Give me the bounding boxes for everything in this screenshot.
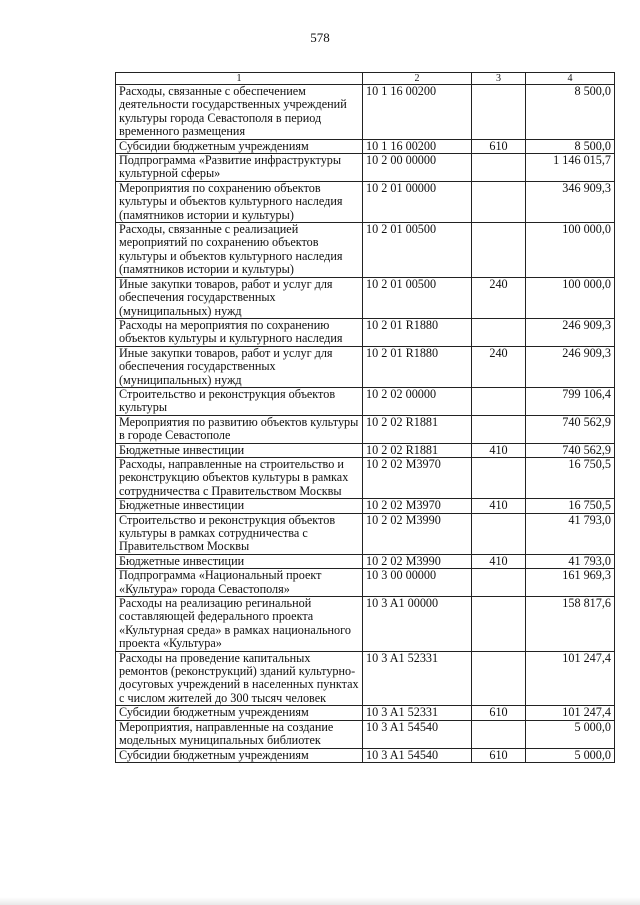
row-expense-type-cell	[472, 318, 526, 346]
row-expense-type-cell: 610	[472, 748, 526, 762]
table-row	[116, 139, 615, 153]
row-name-cell: Расходы, связанные с обеспечением деятельности государственных учреждений культуры города Севастополя в период временного размещения	[116, 85, 363, 140]
row-code-cell: 10 2 01 00500	[363, 277, 472, 318]
row-name-cell: Расходы, связанные с реализацией мероприятий по сохранению объектов культуры и объектов культурного наследия (памятников истории и культуры)	[116, 223, 363, 278]
row-name-cell: Иные закупки товаров, работ и услуг для обеспечения государственных (муниципальных) нужд	[116, 277, 363, 318]
table-row	[116, 154, 615, 182]
row-code-cell: 10 2 01 00500	[363, 223, 472, 278]
row-name-cell: Мероприятия по сохранению объектов культуры и объектов культурного наследия (памятников истории и культуры)	[116, 181, 363, 222]
row-amount-cell: 1 146 015,7	[526, 154, 615, 182]
row-amount-cell: 101 247,4	[526, 651, 615, 706]
row-amount-cell: 799 106,4	[526, 387, 615, 415]
row-expense-type-cell	[472, 181, 526, 222]
table-row	[116, 569, 615, 597]
row-expense-type-cell: 240	[472, 277, 526, 318]
row-code-cell: 10 2 02 00000	[363, 387, 472, 415]
row-amount-cell: 246 909,3	[526, 346, 615, 387]
row-amount-cell: 161 969,3	[526, 569, 615, 597]
row-code-cell: 10 3 A1 54540	[363, 748, 472, 762]
row-name-cell: Иные закупки товаров, работ и услуг для обеспечения государственных (муниципальных) нужд	[116, 346, 363, 387]
table-row	[116, 748, 615, 762]
table-row	[116, 223, 615, 278]
header-col-2: 2	[363, 73, 472, 85]
table-row	[116, 554, 615, 568]
row-expense-type-cell: 410	[472, 443, 526, 457]
row-code-cell: 10 2 02 R1881	[363, 415, 472, 443]
row-code-cell: 10 2 01 R1880	[363, 346, 472, 387]
row-name-cell: Мероприятия по развитию объектов культуры в городе Севастополе	[116, 415, 363, 443]
row-code-cell: 10 2 01 R1880	[363, 318, 472, 346]
row-code-cell: 10 3 A1 52331	[363, 706, 472, 720]
row-name-cell: Субсидии бюджетным учреждениям	[116, 706, 363, 720]
row-amount-cell: 41 793,0	[526, 513, 615, 554]
table-body	[116, 85, 615, 763]
table-row	[116, 318, 615, 346]
table-row	[116, 651, 615, 706]
table-row	[116, 499, 615, 513]
row-name-cell: Мероприятия, направленные на создание модельных муниципальных библиотек	[116, 720, 363, 748]
row-expense-type-cell	[472, 597, 526, 652]
row-code-cell: 10 2 02 M3990	[363, 513, 472, 554]
page-number: 578	[310, 30, 330, 45]
row-code-cell: 10 3 A1 00000	[363, 597, 472, 652]
row-name-cell: Подпрограмма «Национальный проект «Культура» города Севастополя»	[116, 569, 363, 597]
row-code-cell: 10 1 16 00200	[363, 85, 472, 140]
row-amount-cell: 100 000,0	[526, 223, 615, 278]
row-code-cell: 10 2 00 00000	[363, 154, 472, 182]
row-code-cell: 10 2 02 M3970	[363, 457, 472, 498]
row-code-cell: 10 2 01 00000	[363, 181, 472, 222]
row-expense-type-cell	[472, 457, 526, 498]
table-row	[116, 597, 615, 652]
row-name-cell: Подпрограмма «Развитие инфраструктуры культурной сферы»	[116, 154, 363, 182]
row-expense-type-cell: 610	[472, 706, 526, 720]
row-name-cell: Строительство и реконструкция объектов культуры	[116, 387, 363, 415]
row-amount-cell: 740 562,9	[526, 443, 615, 457]
row-expense-type-cell	[472, 720, 526, 748]
row-expense-type-cell: 610	[472, 139, 526, 153]
budget-table	[115, 72, 615, 763]
row-code-cell: 10 2 02 M3970	[363, 499, 472, 513]
row-name-cell: Расходы, направленные на строительство и реконструкцию объектов культуры в рамках сотрудничества с Правительством Москвы	[116, 457, 363, 498]
row-name-cell: Расходы на мероприятия по сохранению объектов культуры и культурного наследия	[116, 318, 363, 346]
row-name-cell: Расходы на проведение капитальных ремонтов (реконструкций) зданий культурно-досуговых учреждений в населенных пунктах с числом жителей до 300 тысяч человек	[116, 651, 363, 706]
table-row	[116, 85, 615, 140]
row-amount-cell: 246 909,3	[526, 318, 615, 346]
table-row	[116, 277, 615, 318]
row-name-cell: Субсидии бюджетным учреждениям	[116, 139, 363, 153]
row-code-cell: 10 3 A1 54540	[363, 720, 472, 748]
row-name-cell: Расходы на реализацию регинальной составляющей федерального проекта «Культурная среда» в рамках национального проекта «Культура»	[116, 597, 363, 652]
table-row	[116, 387, 615, 415]
row-amount-cell: 100 000,0	[526, 277, 615, 318]
header-col-4: 4	[526, 73, 615, 85]
row-expense-type-cell	[472, 415, 526, 443]
row-expense-type-cell	[472, 223, 526, 278]
row-amount-cell: 8 500,0	[526, 85, 615, 140]
table-row	[116, 457, 615, 498]
row-name-cell: Бюджетные инвестиции	[116, 443, 363, 457]
row-amount-cell: 41 793,0	[526, 554, 615, 568]
row-name-cell: Субсидии бюджетным учреждениям	[116, 748, 363, 762]
row-amount-cell: 16 750,5	[526, 499, 615, 513]
row-name-cell: Бюджетные инвестиции	[116, 499, 363, 513]
row-expense-type-cell: 410	[472, 499, 526, 513]
row-code-cell: 10 3 A1 52331	[363, 651, 472, 706]
row-amount-cell: 5 000,0	[526, 748, 615, 762]
table-row	[116, 181, 615, 222]
row-name-cell: Бюджетные инвестиции	[116, 554, 363, 568]
row-expense-type-cell	[472, 651, 526, 706]
row-amount-cell: 16 750,5	[526, 457, 615, 498]
row-name-cell: Строительство и реконструкция объектов культуры в рамках сотрудничества с Правительством Москвы	[116, 513, 363, 554]
row-expense-type-cell: 240	[472, 346, 526, 387]
table-row	[116, 346, 615, 387]
header-col-3: 3	[472, 73, 526, 85]
row-amount-cell: 740 562,9	[526, 415, 615, 443]
row-code-cell: 10 3 00 00000	[363, 569, 472, 597]
row-expense-type-cell: 410	[472, 554, 526, 568]
row-amount-cell: 101 247,4	[526, 706, 615, 720]
table-row	[116, 720, 615, 748]
table-row	[116, 706, 615, 720]
row-code-cell: 10 2 02 R1881	[363, 443, 472, 457]
row-expense-type-cell	[472, 387, 526, 415]
page-bottom-edge	[0, 897, 640, 905]
row-expense-type-cell	[472, 154, 526, 182]
row-amount-cell: 5 000,0	[526, 720, 615, 748]
row-amount-cell: 8 500,0	[526, 139, 615, 153]
table-row	[116, 443, 615, 457]
table-row	[116, 513, 615, 554]
row-expense-type-cell	[472, 569, 526, 597]
table-header-row	[116, 73, 615, 85]
row-amount-cell: 158 817,6	[526, 597, 615, 652]
row-expense-type-cell	[472, 513, 526, 554]
table-row	[116, 415, 615, 443]
row-code-cell: 10 2 02 M3990	[363, 554, 472, 568]
row-amount-cell: 346 909,3	[526, 181, 615, 222]
row-code-cell: 10 1 16 00200	[363, 139, 472, 153]
header-col-1: 1	[116, 73, 363, 85]
row-expense-type-cell	[472, 85, 526, 140]
